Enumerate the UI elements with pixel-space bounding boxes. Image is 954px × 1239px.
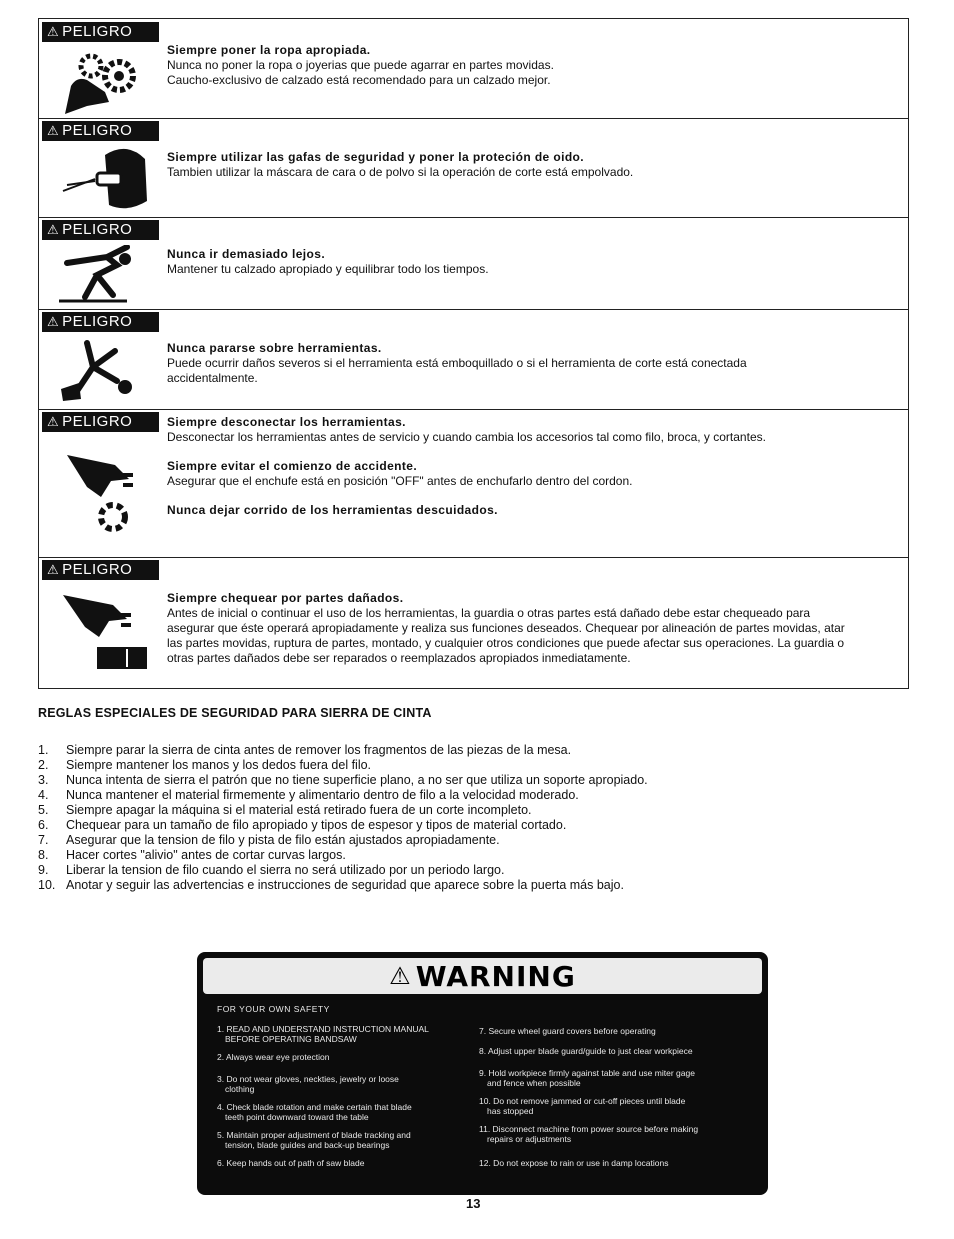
hazard-text: Siempre poner la ropa apropiada. Nunca no poner la ropa o joyerias que puede agarrar en partes movidas. Caucho-exclusivo de calzado está recomendado para un calzado mejor.: [167, 43, 554, 87]
hazard-row-disconnect: [39, 409, 908, 558]
warning-triangle-icon: ⚠: [47, 414, 60, 429]
warning-item: 1. READ AND UNDERSTAND INSTRUCTION MANUAL BEFORE OPERATING BANDSAW: [217, 1024, 429, 1044]
hazard-table: [38, 18, 909, 689]
hazard-row-damaged-parts: [39, 557, 908, 688]
danger-badge: ⚠ PELIGRO: [42, 412, 159, 432]
rules-list: [38, 743, 918, 893]
page-number: 13: [466, 1196, 481, 1211]
warning-label: [197, 952, 768, 1195]
danger-badge: ⚠ PELIGRO: [42, 220, 159, 240]
warning-item: 6. Keep hands out of path of saw blade: [217, 1158, 365, 1168]
list-item: 1. Siempre parar la sierra de cinta antes de remover los fragmentos de las piezas de la mesa.: [38, 743, 572, 757]
falling-person-icon: [57, 337, 157, 407]
danger-badge: ⚠ PELIGRO: [42, 312, 159, 332]
warning-triangle-icon: ⚠: [47, 222, 60, 237]
list-item: 4. Nunca mantener el material firmemente y alimentario dentro de filo a la velocidad moderado.: [38, 788, 579, 802]
warning-item: 11. Disconnect machine from power source before making repairs or adjustments: [479, 1124, 699, 1144]
hazard-row-overreach: [39, 217, 908, 310]
list-item: 9. Liberar la tension de filo cuando el sierra no será utilizado por un periodo largo.: [38, 863, 505, 877]
warning-item: 4. Check blade rotation and make certain that blade teeth point downward toward the table: [217, 1102, 412, 1122]
danger-badge: ⚠ PELIGRO: [42, 560, 159, 580]
hazard-text: Nunca ir demasiado lejos. Mantener tu calzado apropiado y equilibrar todo los tiempos.: [167, 247, 489, 276]
hand-blade-icon: [57, 451, 157, 541]
hazard-text: Siempre chequear por partes dañados. Antes de inicial o continuar el uso de los herramientas, la guardia o otras partes está dañado debe estar chequeado para asegurar que éste operará apropiadamente y realiza sus funciones deseados. Chequear por alineación de partes movidas, atar las partes movidas, ruptura de partes, montado, y cualquier otros condiciones que puede afectar sus operaciones. La guardia o otras partes dañados debe ser reparados o reemplazados apropiados inmediatamente.: [167, 591, 845, 665]
warning-item: 3. Do not wear gloves, neckties, jewelry or loose clothing: [217, 1074, 399, 1094]
danger-badge: ⚠ PELIGRO: [42, 22, 159, 42]
warning-triangle-icon: ⚠: [47, 562, 60, 577]
hazard-row-eye-protection: [39, 118, 908, 218]
slipping-person-icon: [57, 245, 157, 315]
warning-item: 8. Adjust upper blade guard/guide to just clear workpiece: [479, 1046, 693, 1056]
section-title: REGLAS ESPECIALES DE SEGURIDAD PARA SIERRA DE CINTA: [38, 706, 432, 720]
warning-item: 12. Do not expose to rain or use in damp locations: [479, 1158, 669, 1168]
list-item: 7. Asegurar que la tension de filo y pista de filo están ajustados apropiadamente.: [38, 833, 500, 847]
list-item: 6. Chequear para un tamaño de filo apropiado y tipos de espesor y tipos de material cortado.: [38, 818, 567, 832]
list-item: 8. Hacer cortes "alivio" antes de cortar curvas largos.: [38, 848, 346, 862]
danger-badge: ⚠ PELIGRO: [42, 121, 159, 141]
hand-gears-icon: [57, 46, 157, 116]
hand-blade-damaged-icon: [57, 589, 157, 679]
hazard-row-standing-on-tools: [39, 309, 908, 410]
hazard-text: Siempre desconectar los herramientas. Desconectar los herramientas antes de servicio y cuando cambia los accesorios tal como filo, broca, y cortantes. Siempre evitar el comienzo de accidente. Asegurar que el enchufe está en posición "OFF" antes de enchufarlo dentro del cordon. Nunca dejar corrido de los herramientas descuidados.: [167, 415, 766, 517]
warning-item: 7. Secure wheel guard covers before operating: [479, 1026, 656, 1036]
warning-subtitle: FOR YOUR OWN SAFETY: [217, 1004, 330, 1014]
list-item: 10. Anotar y seguir las advertencias e instrucciones de seguridad que aparece sobre la puerta más bajo.: [38, 878, 624, 892]
warning-header: ⚠ WARNING: [203, 958, 762, 994]
hazard-text: Siempre utilizar las gafas de seguridad y poner la proteción de oido. Tambien utilizar la máscara de cara o de polvo si la operación de corte está empolvado.: [167, 150, 634, 179]
warning-triangle-icon: ⚠: [47, 123, 60, 138]
warning-triangle-icon: ⚠: [389, 962, 412, 990]
warning-item: 2. Always wear eye protection: [217, 1052, 330, 1062]
list-item: 5. Siempre apagar la máquina si el material está retirado fuera de un corte incompleto.: [38, 803, 532, 817]
warning-item: 9. Hold workpiece firmly against table and use miter gage and fence when possible: [479, 1068, 695, 1088]
warning-item: 5. Maintain proper adjustment of blade tracking and tension, blade guides and back-up bearings: [217, 1130, 411, 1150]
warning-item: 10. Do not remove jammed or cut-off pieces until blade has stopped: [479, 1096, 686, 1116]
hazard-row-clothing: [39, 19, 908, 119]
goggles-ear-protection-icon: [57, 145, 157, 215]
warning-triangle-icon: ⚠: [47, 24, 60, 39]
hazard-text: Nunca pararse sobre herramientas. Puede ocurrir daños severos si el herramienta está emboquillado o si el herramienta de corte está conectada accidentalmente.: [167, 341, 747, 385]
list-item: 3. Nunca intenta de sierra el patrón que no tiene superficie plano, a no ser que utiliza un soporte apropiado.: [38, 773, 648, 787]
list-item: 2. Siempre mantener los manos y los dedos fuera del filo.: [38, 758, 372, 772]
warning-triangle-icon: ⚠: [47, 314, 60, 329]
